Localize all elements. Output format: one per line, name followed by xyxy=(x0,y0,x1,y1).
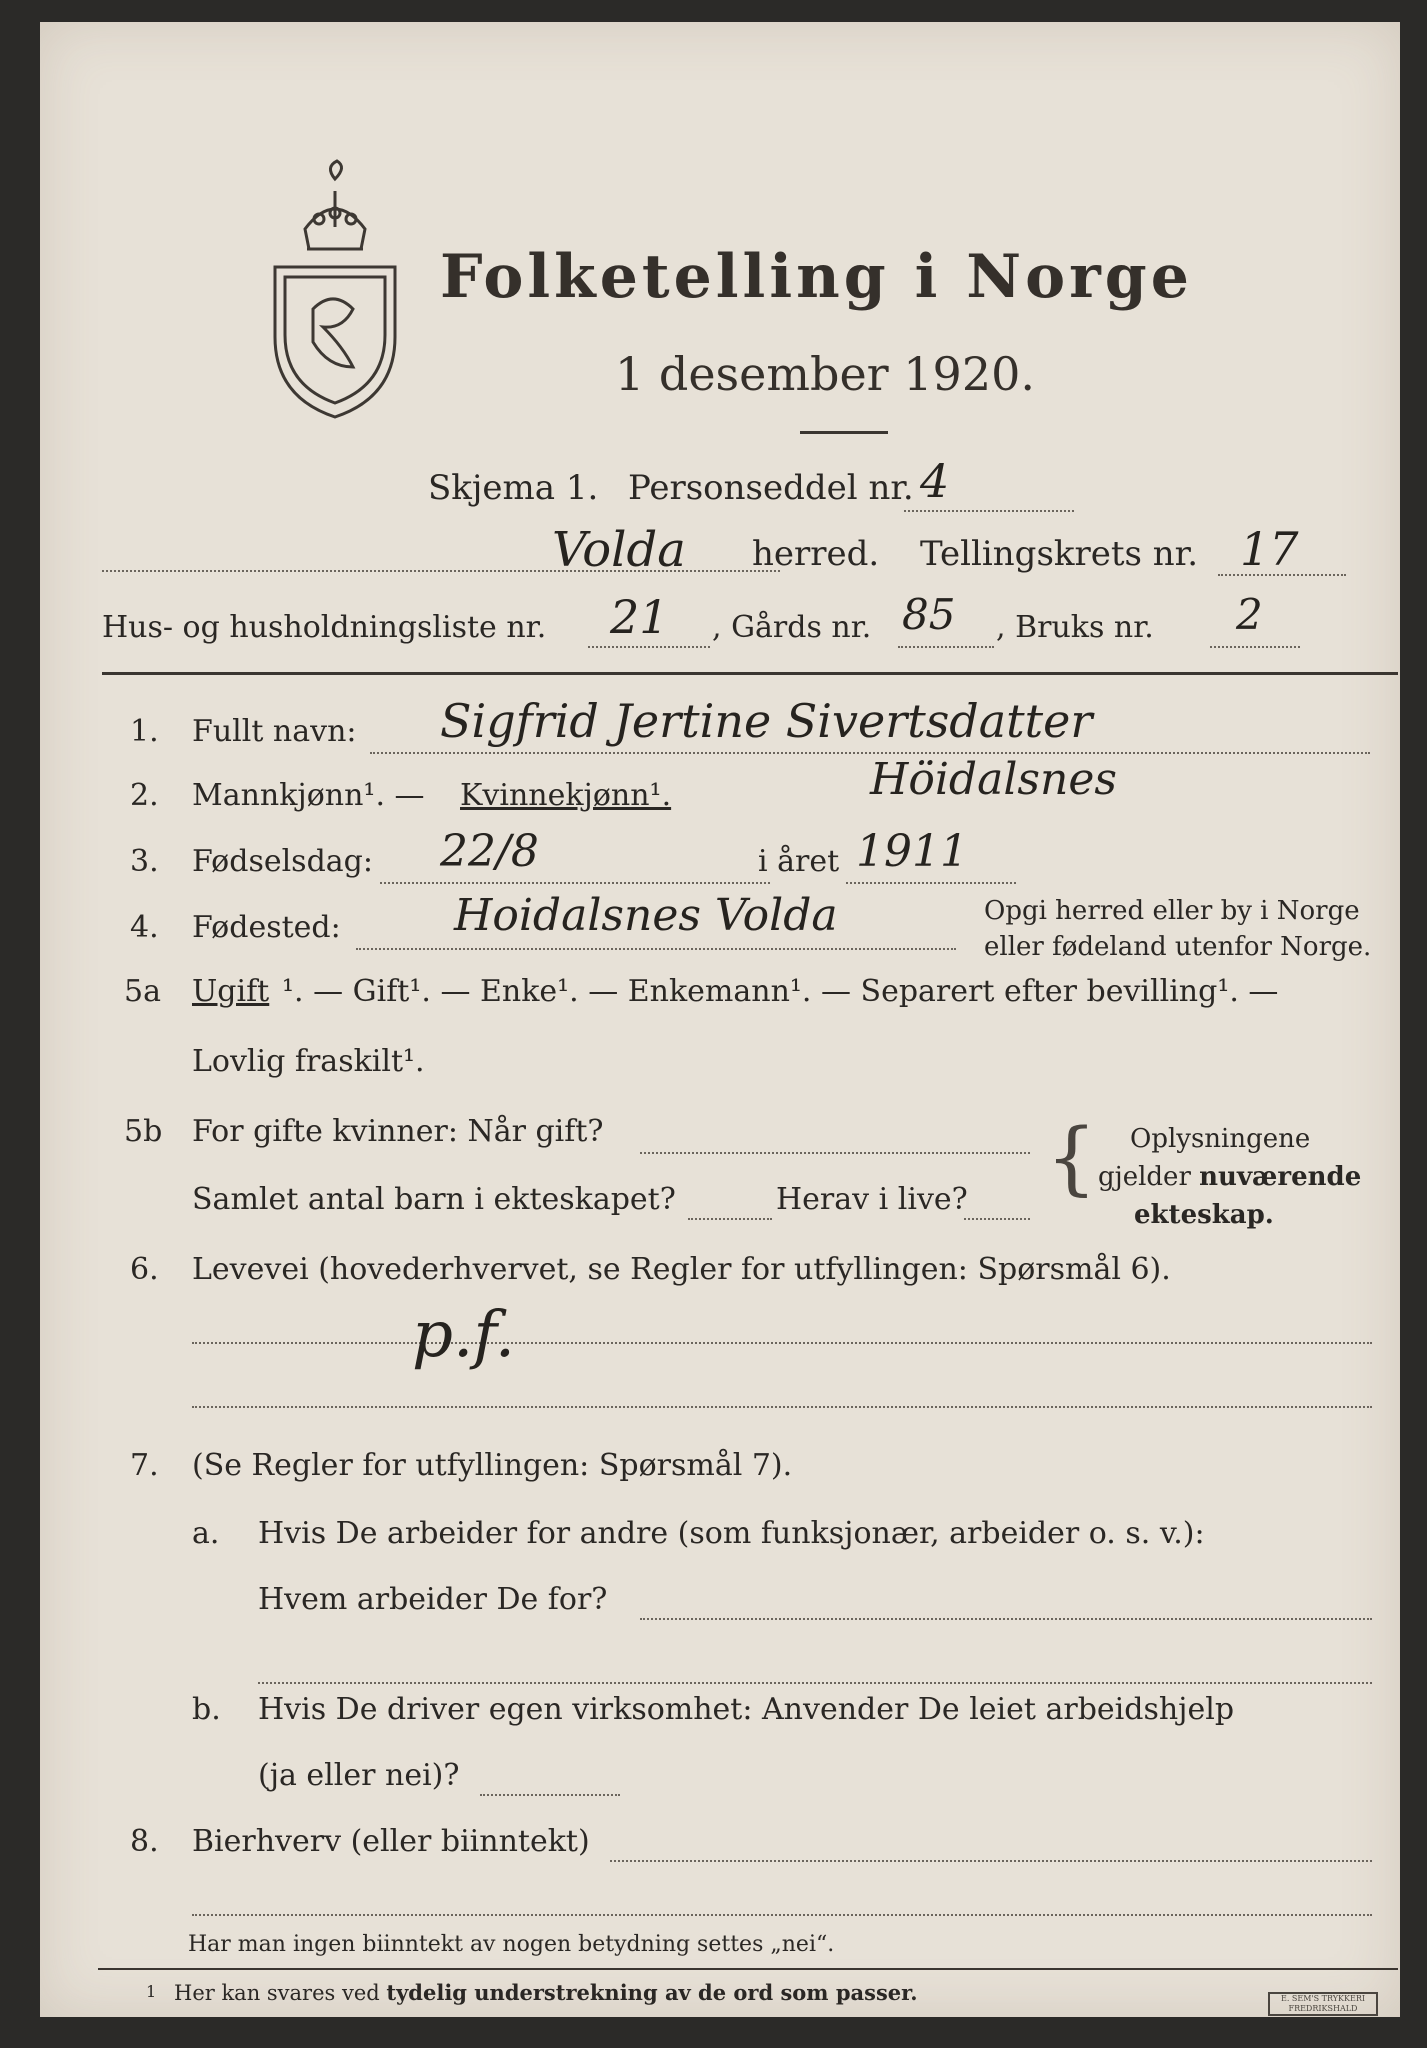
q1-number: 1. xyxy=(130,714,159,749)
q2-option-mann[interactable]: Mannkjønn¹. — xyxy=(192,778,425,813)
husliste-value[interactable]: 21 xyxy=(610,590,669,644)
q5b-brace: { xyxy=(1046,1111,1097,1204)
q3-year-field-line xyxy=(846,882,1016,884)
q7a-employer-label: Hvem arbeider De for? xyxy=(258,1582,608,1617)
printer-stamp: E. SEM'S TRYKKERI FREDRIKSHALD xyxy=(1268,1992,1378,2016)
q6-field-line1 xyxy=(192,1342,1372,1344)
q7-label: (Se Regler for utfyllingen: Spørsmål 7). xyxy=(192,1448,793,1483)
q7-number: 7. xyxy=(130,1448,159,1483)
q8-field-line1 xyxy=(610,1860,1372,1862)
form-title: Folketelling i Norge xyxy=(440,242,1193,312)
q4-field-line xyxy=(356,948,956,950)
footnote-separator xyxy=(98,1968,1398,1970)
q2-number: 2. xyxy=(130,778,159,813)
q5b-number: 5b xyxy=(124,1114,163,1149)
skjema-label: Skjema 1. xyxy=(428,468,599,508)
q8-field-line2 xyxy=(192,1914,1372,1916)
header-separator xyxy=(102,672,1398,675)
husliste-field-line xyxy=(588,646,710,648)
q8-number: 8. xyxy=(130,1824,159,1859)
q7a-employer-field xyxy=(640,1618,1372,1620)
personseddel-label: Personseddel nr. xyxy=(628,468,914,508)
q7a-employer-field-line2 xyxy=(258,1682,1372,1684)
q5b-note-line1: Oplysningene xyxy=(1130,1124,1311,1154)
q3-year-label: i året xyxy=(758,844,840,879)
q5a-option-ugift[interactable]: Ugift xyxy=(192,974,270,1009)
q4-value[interactable]: Hoidalsnes Volda xyxy=(454,890,838,941)
gards-field-line xyxy=(898,646,994,648)
norway-coat-of-arms-icon xyxy=(265,159,405,429)
q5b-when-married-label: For gifte kvinner: Når gift? xyxy=(192,1114,604,1149)
q1-value-continued[interactable]: Höidalsnes xyxy=(870,754,1117,805)
q5a-option-fraskilt[interactable]: Lovlig fraskilt¹. xyxy=(192,1044,425,1079)
q5b-children-label: Samlet antal barn i ekteskapet? xyxy=(192,1182,676,1217)
q5b-alive-field xyxy=(964,1218,1030,1220)
form-subtitle: 1 desember 1920. xyxy=(615,347,1035,401)
q3-year-value[interactable]: 1911 xyxy=(856,826,968,877)
q4-note-line2: eller fødeland utenfor Norge. xyxy=(984,932,1372,962)
q7b-question: Hvis De driver egen virksomhet: Anvender De leiet arbeidshjelp xyxy=(258,1692,1235,1727)
husliste-label: Hus- og husholdningsliste nr. xyxy=(102,610,547,645)
gards-value[interactable]: 85 xyxy=(902,590,956,639)
q5b-alive-label: Herav i live? xyxy=(776,1182,968,1217)
q3-label: Fødselsdag: xyxy=(192,844,373,879)
herred-label: herred. xyxy=(752,534,880,574)
herred-value[interactable]: Volda xyxy=(552,522,686,578)
tellingskrets-label: Tellingskrets nr. xyxy=(920,534,1199,574)
q5b-when-married-field xyxy=(640,1152,1030,1154)
title-divider xyxy=(800,431,888,434)
q5a-options[interactable]: ¹. — Gift¹. — Enke¹. — Enkemann¹. — Separert efter bevilling¹. — xyxy=(282,974,1279,1009)
tellingskrets-value[interactable]: 17 xyxy=(1240,522,1299,576)
q7a-question: Hvis De arbeider for andre (som funksjonær, arbeider o. s. v.): xyxy=(258,1516,1205,1551)
q8-note: Har man ingen biinntekt av nogen betydning settes „nei“. xyxy=(188,1932,835,1957)
q7b-yesno-field xyxy=(480,1794,620,1796)
q1-label: Fullt navn: xyxy=(192,714,357,749)
q3-number: 3. xyxy=(130,844,159,879)
q5b-note-line2: gjelder nuværende xyxy=(1098,1162,1362,1192)
q8-label: Bierhverv (eller biinntekt) xyxy=(192,1824,590,1859)
q6-label: Levevei (hovederhvervet, se Regler for utfyllingen: Spørsmål 6). xyxy=(192,1252,1171,1287)
q3-field-line xyxy=(380,882,770,884)
q7b-letter: b. xyxy=(192,1692,221,1727)
bruks-field-line xyxy=(1210,646,1300,648)
personseddel-field-line xyxy=(904,510,1074,512)
q1-value[interactable]: Sigfrid Jertine Sivertsdatter xyxy=(440,694,1093,748)
q7a-letter: a. xyxy=(192,1516,220,1551)
q4-note-line1: Opgi herred eller by i Norge xyxy=(984,896,1360,926)
q4-number: 4. xyxy=(130,910,159,945)
census-form-page xyxy=(40,22,1400,2017)
bruks-label: , Bruks nr. xyxy=(996,610,1154,645)
q5b-children-field xyxy=(688,1218,772,1220)
personseddel-value[interactable]: 4 xyxy=(920,454,950,508)
gards-label: , Gårds nr. xyxy=(712,610,872,645)
q2-option-kvinne[interactable]: Kvinnekjønn¹. xyxy=(460,778,672,813)
q5b-note-line3: ekteskap. xyxy=(1134,1200,1274,1230)
q3-value[interactable]: 22/8 xyxy=(440,826,539,877)
q6-field-line2 xyxy=(192,1406,1372,1408)
footnote-number: 1 xyxy=(146,1982,157,2001)
q7b-yesno-label: (ja eller nei)? xyxy=(258,1758,460,1793)
q6-number: 6. xyxy=(130,1252,159,1287)
q6-value[interactable]: p.f. xyxy=(412,1298,516,1372)
q4-label: Fødested: xyxy=(192,910,341,945)
footnote-text: Her kan svares ved tydelig understrekning av de ord som passer. xyxy=(174,1980,918,2005)
q5a-number: 5a xyxy=(124,974,161,1009)
bruks-value[interactable]: 2 xyxy=(1236,590,1263,639)
